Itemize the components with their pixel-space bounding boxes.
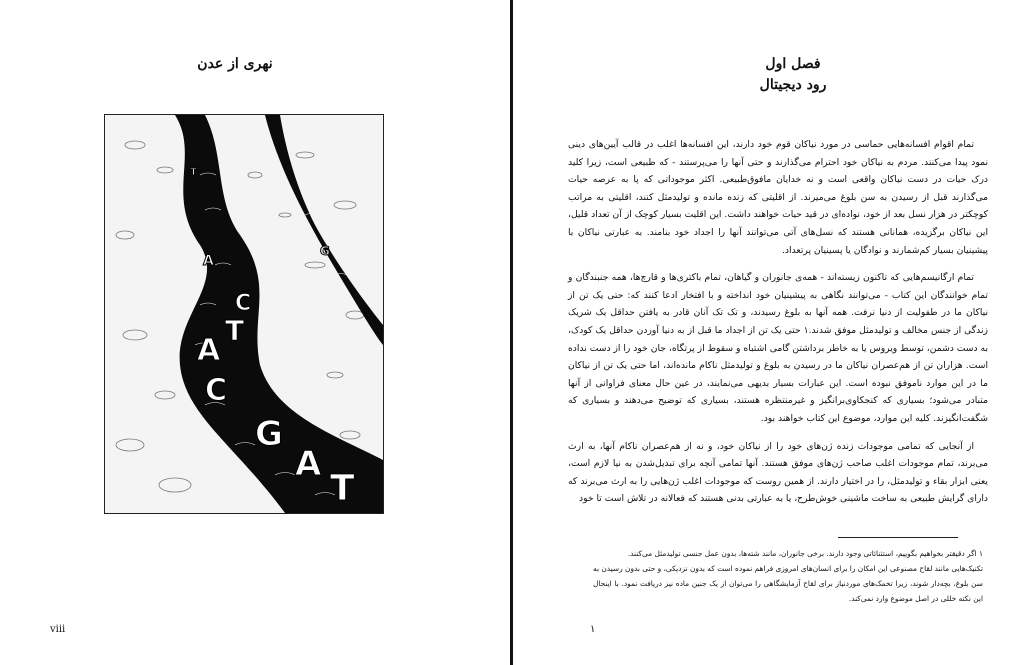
right-page [513, 0, 1024, 665]
footnote: ۱ اگر دقیقتر بخواهیم بگوییم، استثنائاتی وجود دارند. برخی جانوران، مانند شته‌ها، بدون عمل جنسی تولیدمثل می‌کنند. [627, 549, 983, 558]
dna-letter-a: A [197, 333, 221, 368]
left-page-title: نهری از عدن [197, 56, 273, 72]
chapter-heading: فصل اول [765, 56, 821, 72]
footnotes [593, 546, 983, 606]
dna-letter-a2: A [295, 444, 322, 484]
footnote-divider [838, 537, 958, 538]
dna-letter-a3: A [203, 253, 214, 269]
left-page [0, 0, 510, 665]
dna-letter-c2: C [235, 291, 252, 316]
dna-letter-t2: T [330, 468, 355, 509]
chapter-heading-block [513, 54, 1024, 96]
dna-letter-g2: G [320, 244, 330, 258]
left-page-number: viii [50, 624, 66, 635]
dna-letter-c: C [205, 373, 228, 408]
right-page-number: ۱ [590, 624, 596, 635]
river-illustration [104, 114, 384, 514]
dna-letter-t3: T [190, 167, 197, 178]
footnote: تکنیک‌هایی مانند لقاح مصنوعی این امکان را برای انسان‌های امروزی فراهم نموده است که بدون نزدیکی، و حتی بدون رسیدن به سن بلوغ، بچه‌دار شوند، زیرا تخمک‌های موردنیاز برای لقاح آزمایشگاهی را می‌توان از یک جنین ماده نیز دریافت نمود. با اینحال این نکته خللی در اصل موضوع وارد نمی‌کند. [593, 564, 983, 603]
chapter-title: رود دیجیتال [759, 77, 827, 93]
paragraph: تمام اقوام افسانه‌هایی حماسی در مورد نیاکان قوم خود دارند، این افسانه‌ها اغلب در قالب آیین‌های دینی نمود پیدا می‌کنند. مردم به نیاکان خود احترام می‌گذارند و حتی آنها را می‌پرستند - که طبیعی است، زیرا کلید درک حیات در دست نیاکان واقعی است و نه خدایان مافوق‌طبیعی. اکثر موجوداتی که پا به عرصه حیات می‌گذارند قبل از رسیدن به سن بلوغ می‌میرند. از اقلیتی که زنده مانده و تولیدمثل کنند، اقلیتی به مراتب کوچکتر در هزار نسل بعد از خود، نواده‌ای در قید حیات خواهند داشت. این اقلیت بسیار کوچک از آن تعداد قلیل، این نیاکان برگزیده، همانانی هستند که نسل‌های آتی می‌توانند آنها را اجداد خود بنامند. به عبارتی نیاکان با پیشینیان بسیار کم‌شمارند و نوادگان یا پسینیان پرتعداد. [568, 139, 988, 256]
dna-letter-g: G [255, 414, 283, 454]
paragraph: از آنجایی که تمامی موجودات زنده ژن‌های خود را از نیاکان خود، و نه از هم‌عصران ناکام آنها، به ارث می‌برند، تمام موجودات اغلب صاحب ژن‌های موفق هستند. آنها تمامی آنچه برای تبدیل‌شدن به نیا لازم است، یعنی ابزار بقاء و تولیدمثل، را در اختیار دارند. از همین روست که موجودات اغلب ژن‌هایی را به ارث می‌برند که دارای گرایش طبیعی به ساخت ماشینی خوش‌طرح، یا به عبارتی بدنی هستند که فعالانه در تلاش است تا خود [568, 440, 988, 505]
paragraph: تمام ارگانیسم‌هایی که تاکنون زیسته‌اند - همه‌ی جانوران و گیاهان، تمام باکتری‌ها و قارچ‌ها، همه جنبندگان و تمام خوانندگان این کتاب - می‌توانند نگاهی به پیشینیان خود انداخته و با افتخار ادعا کنند که: حتی یک تن از نیاکان ما در طفولیت از دنیا نرفت. همه آنها به بلوغ رسیدند، و تک تک آنان قادر به یافتن حداقل یک شریک زندگی از جنس مخالف و تولیدمثل موفق شدند.۱ حتی یک تن از اجداد ما قبل از به دنیا آوردن حداقل یک کودک، به دست دشمن، توسط ویروس یا به خاطر برداشتن گامی اشتباه و سقوط از پرتگاه، جان خود را از دست نداده است. هزاران تن از هم‌عصران نیاکان ما در رسیدن به بلوغ و تولیدمثل ناکام مانده‌اند، اما حتی یک تن از نیاکان ما در این موارد ناموفق نبوده است. این عبارات بسیار بدیهی می‌نمایند، در عین حال معنای فراوانی از آنها متبادر می‌شود؛ بسیاری که کنجکاوی‌برانگیز و غیرمنتظره هستند، بسیاری که توضیح می‌دهند و بسیاری که شگفت‌انگیزند. کلیه این موارد، موضوع این کتاب خواهند بود. [567, 272, 988, 424]
river-drawing [105, 115, 383, 513]
chapter-body [568, 136, 988, 518]
dna-letter-t: T [225, 314, 245, 347]
